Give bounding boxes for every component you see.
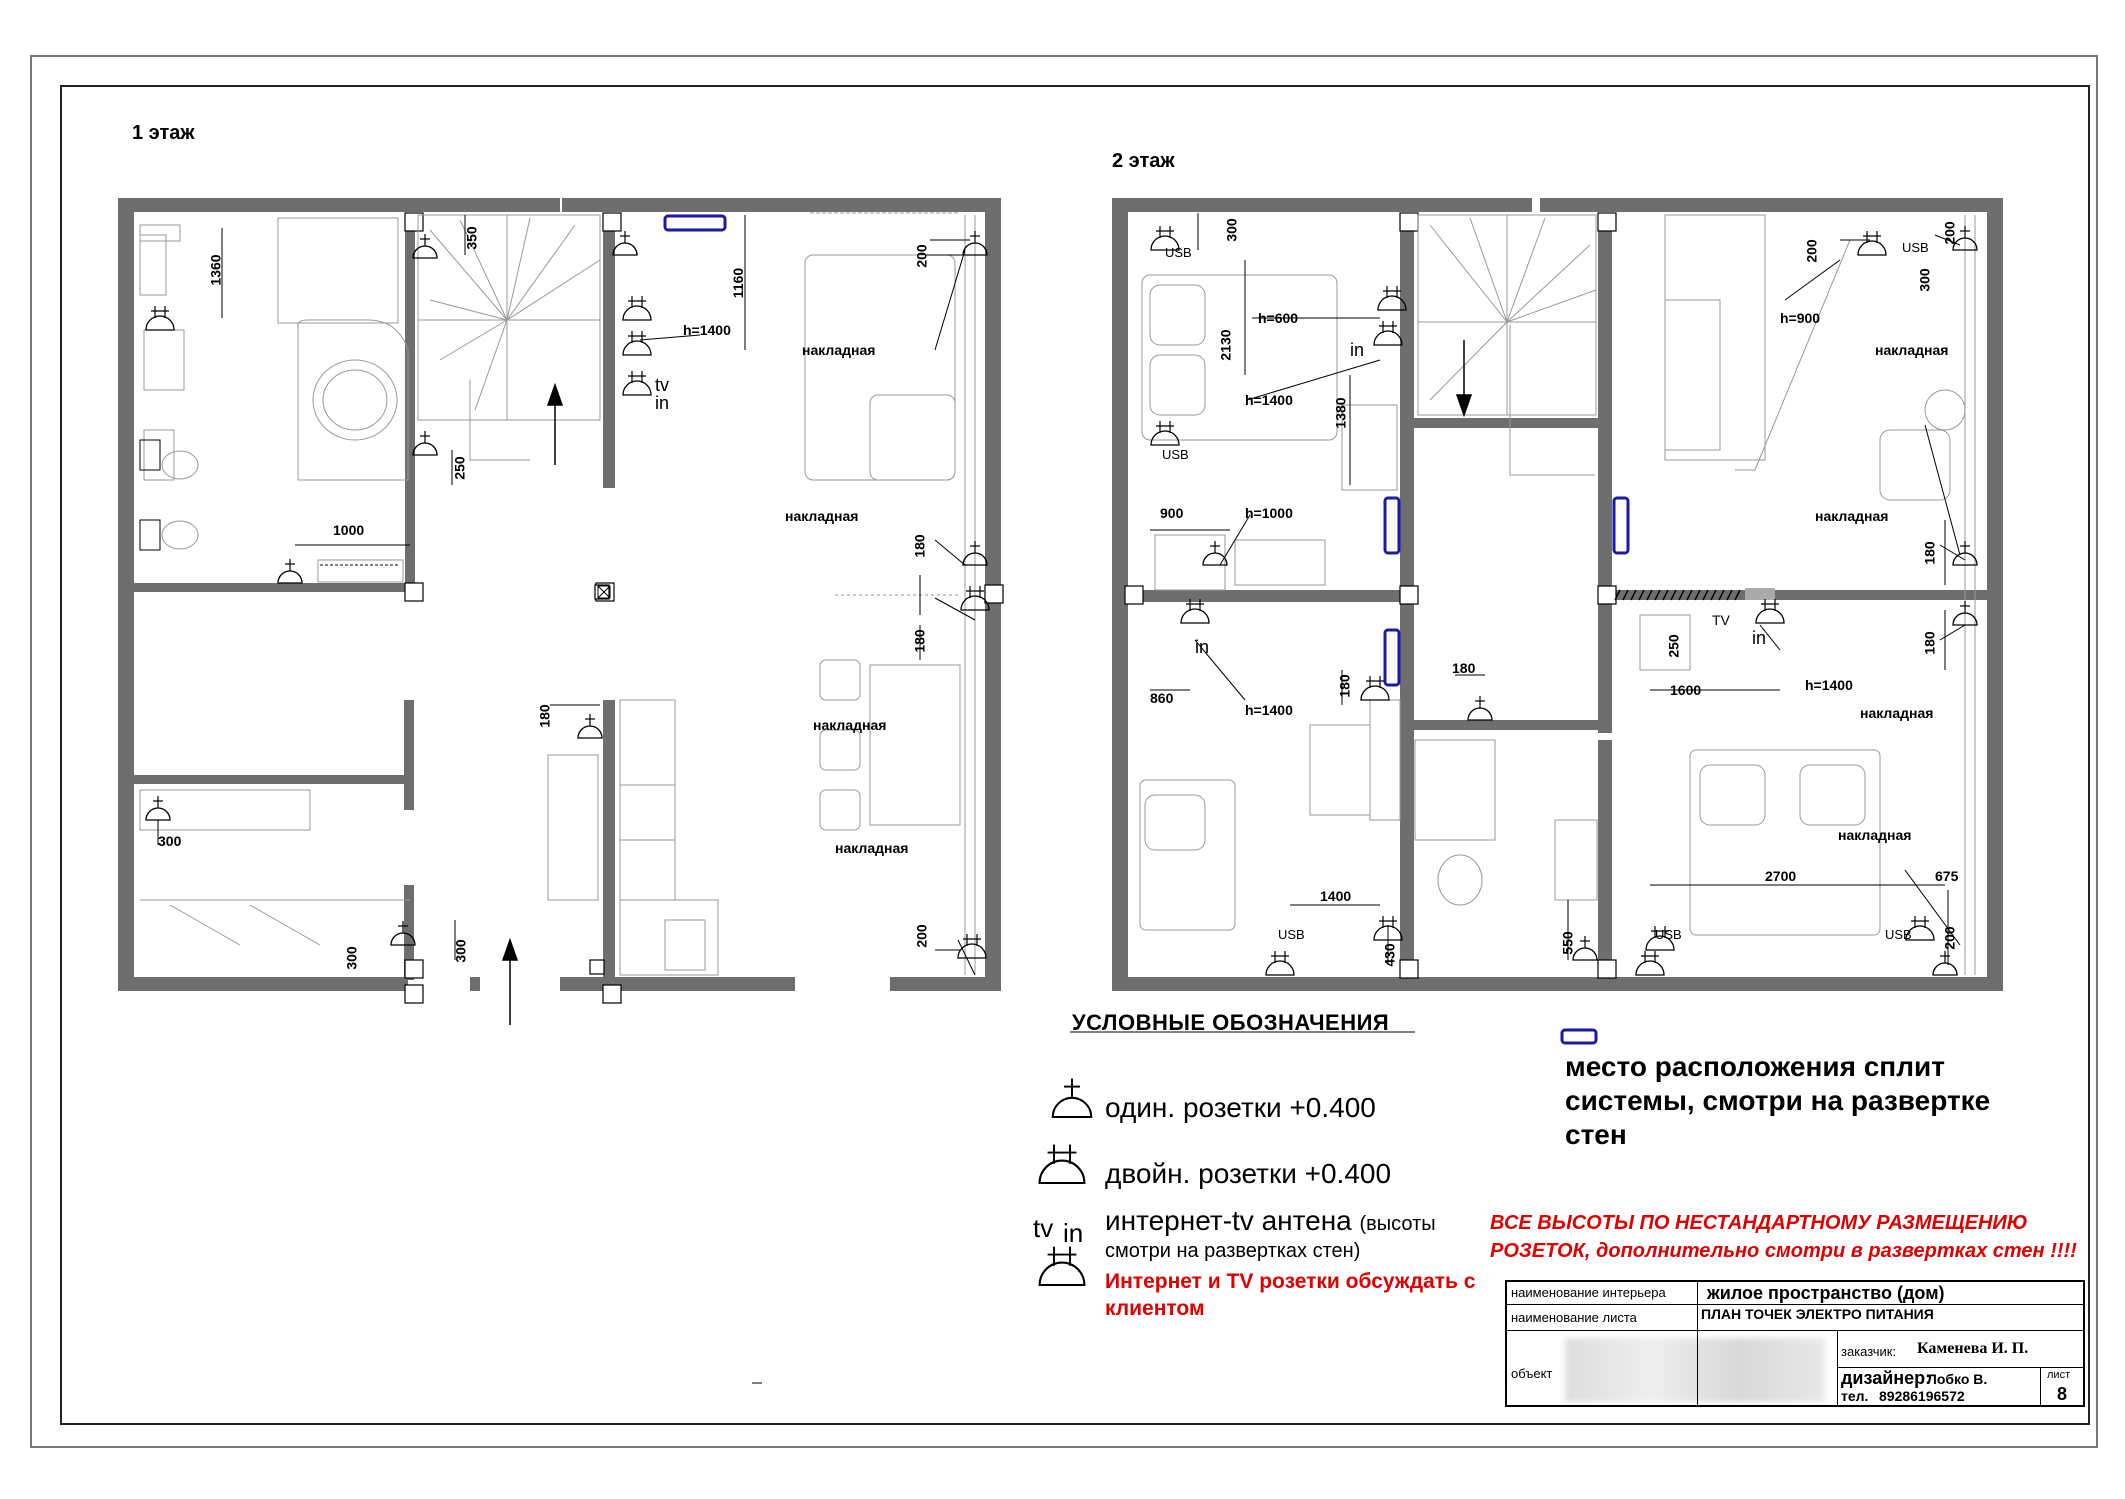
- legend-internet-tv-sub: смотри на развертках стен): [1105, 1240, 1361, 1262]
- legend-split-system: место расположения сплит системы, смотри на развертке стен: [1565, 1051, 1991, 1150]
- dim-label: 180: [1921, 631, 1938, 655]
- usb-label: USB: [1885, 927, 1912, 942]
- dim-label: 180: [1921, 541, 1938, 565]
- heights-note-line-2: РОЗЕТОК, дополнительно смотри в развертках стен !!!!: [1490, 1240, 2077, 1262]
- dim-label: 350: [463, 226, 480, 250]
- dim-label: 180: [911, 629, 928, 653]
- legend-single-socket: один. розетки +0.400: [1105, 1092, 1376, 1123]
- dim-label: 1160: [730, 267, 747, 299]
- dim-label: 200: [1941, 221, 1958, 245]
- usb-label: USB: [1165, 245, 1192, 260]
- dim-label: 180: [1452, 660, 1476, 676]
- in-mark: in: [655, 393, 670, 413]
- legend-discuss-note: Интернет и TV розетки обсуждать с клиентом: [1105, 1270, 1476, 1320]
- sheet-number-label: лист: [2047, 1369, 2071, 1381]
- title-block: [1505, 1280, 2085, 1407]
- tv-mark: TV: [1712, 612, 1730, 628]
- dim-label: 1380: [1332, 397, 1349, 429]
- dim-label: 250: [1665, 634, 1682, 658]
- second-floor-title: 2 этаж: [1112, 150, 1175, 172]
- first-floor-title: 1 этаж: [132, 122, 195, 144]
- in-mark: in: [1752, 628, 1767, 648]
- dim-label: 430: [1381, 943, 1398, 967]
- tv-mark: tv: [655, 375, 670, 395]
- interior-label: наименование интерьера: [1511, 1285, 1666, 1300]
- legend-in-mark: in: [1063, 1218, 1084, 1248]
- phone-value: 89286196572: [1879, 1388, 1965, 1404]
- in-mark: in: [1350, 340, 1365, 360]
- height-label: h=1400: [683, 322, 731, 338]
- usb-label: USB: [1902, 240, 1929, 255]
- client-label: заказчик:: [1841, 1344, 1897, 1359]
- height-label: h=900: [1780, 310, 1821, 326]
- surface-box-label: накладная: [1815, 508, 1889, 524]
- dim-label: 300: [343, 946, 360, 970]
- sheet-name-label: наименование листа: [1511, 1310, 1637, 1325]
- height-label: h=600: [1258, 310, 1299, 326]
- first-floor-plan: [118, 198, 1003, 1025]
- designer-value: Лобко В.: [1927, 1371, 1988, 1387]
- dim-label: 200: [913, 924, 930, 948]
- phone-label: тел.: [1841, 1388, 1869, 1404]
- heights-note-line-1: ВСЕ ВЫСОТЫ ПО НЕСТАНДАРТНОМУ РАЗМЕЩЕНИЮ: [1490, 1212, 2028, 1234]
- surface-box-label: накладная: [785, 508, 859, 524]
- dim-label: 675: [1935, 868, 1959, 884]
- height-label: h=1400: [1805, 677, 1853, 693]
- usb-label: USB: [1162, 447, 1189, 462]
- surface-box-label: накладная: [1838, 827, 1912, 843]
- first-floor-walls: [118, 198, 1001, 991]
- client-value: Каменева И. П.: [1917, 1340, 2029, 1357]
- dim-label: 550: [1559, 931, 1576, 955]
- dim-label: 200: [1803, 239, 1820, 263]
- dim-label: 1000: [333, 522, 365, 538]
- dim-label: 2700: [1765, 868, 1797, 884]
- dim-label: 1600: [1670, 682, 1702, 698]
- dim-label: 180: [1336, 674, 1353, 698]
- surface-box-label: накладная: [813, 717, 887, 733]
- legend-tv-mark: tv: [1033, 1213, 1054, 1243]
- legend-double-socket: двойн. розетки +0.400: [1105, 1158, 1392, 1189]
- interior-value: жилое пространство (дом): [1707, 1283, 1945, 1303]
- dim-label: 180: [536, 704, 553, 728]
- in-mark: in: [1195, 637, 1210, 657]
- usb-label: USB: [1655, 927, 1682, 942]
- sheet-name-value: ПЛАН ТОЧЕК ЭЛЕКТРО ПИТАНИЯ: [1701, 1306, 1934, 1322]
- dim-label: 300: [1223, 218, 1240, 242]
- surface-box-label: накладная: [802, 342, 876, 358]
- dim-label: 200: [1941, 926, 1958, 950]
- legend-title: УСЛОВНЫЕ ОБОЗНАЧЕНИЯ: [1072, 1010, 1390, 1035]
- sheet-number-value: 8: [2057, 1384, 2068, 1404]
- usb-label: USB: [1278, 927, 1305, 942]
- dim-label: 250: [451, 456, 468, 480]
- height-label: h=1400: [1245, 392, 1293, 408]
- dim-label: 900: [1160, 505, 1184, 521]
- surface-box-label: накладная: [835, 840, 909, 856]
- surface-box-label: накладная: [1860, 705, 1934, 721]
- dim-label: 180: [911, 534, 928, 558]
- surface-box-label: накладная: [1875, 342, 1949, 358]
- second-floor-plan: [1112, 198, 2003, 991]
- dim-label: 2130: [1217, 329, 1234, 361]
- dim-label: 860: [1150, 690, 1174, 706]
- legend-internet-tv: интернет-tv антена (высоты: [1105, 1205, 1436, 1236]
- dim-label: 200: [913, 244, 930, 268]
- dim-label: 300: [158, 833, 182, 849]
- object-label: объект: [1511, 1366, 1553, 1381]
- dim-label: 1400: [1320, 888, 1352, 904]
- height-label: h=1000: [1245, 505, 1293, 521]
- designer-label: дизайнер:: [1841, 1368, 1932, 1388]
- height-label: h=1400: [1245, 702, 1293, 718]
- dim-label: 1360: [207, 254, 224, 286]
- dim-label: 300: [1916, 268, 1933, 292]
- dim-label: 300: [452, 939, 469, 963]
